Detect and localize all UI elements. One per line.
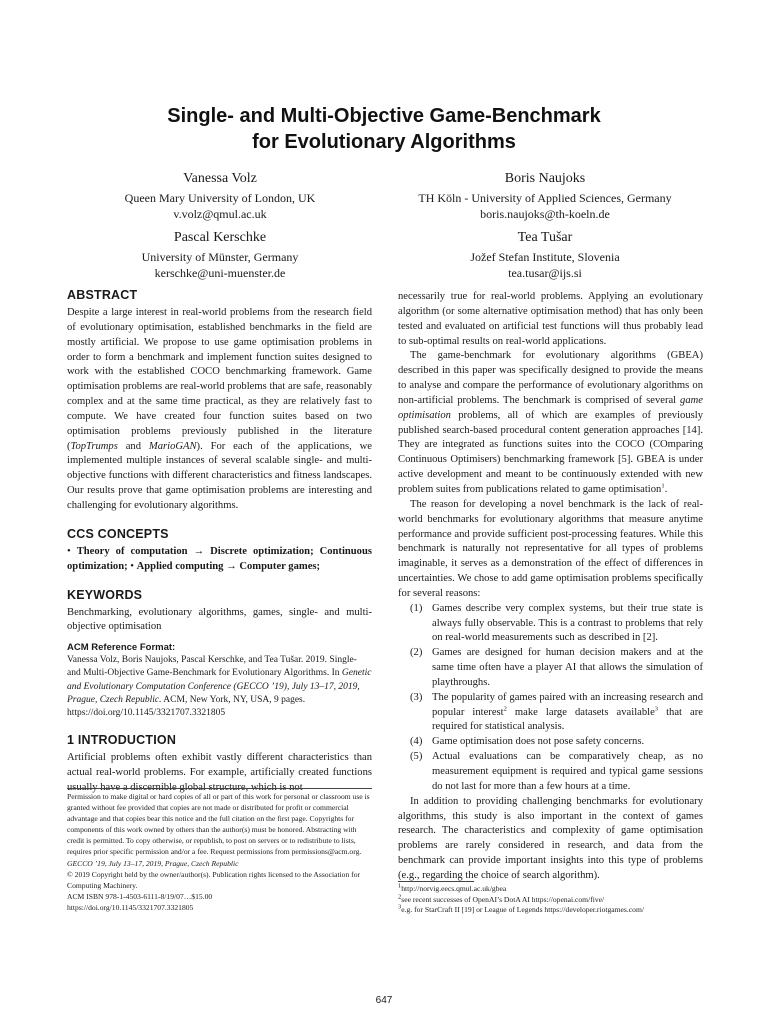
- footer-divider: [67, 788, 372, 789]
- paper-title: [0, 103, 768, 155]
- footnote-text: see recent successes of OpenAI’s DotA AI https://openai.com/five/: [401, 894, 605, 904]
- ccs-item: Theory of computation → Discrete optimization; Continuous optimization;: [67, 545, 372, 572]
- list-text: Games describe very complex systems, but their true state is always fully observable. This is a contrast to problems that rely on real-world measurements such as described in [2].: [432, 602, 703, 644]
- permission-notice: Permission to make digital or hard copies of all or part of this work for personal or classroom use is granted without fee provided that copies are not made or distributed for profit or commercial advantage and that copies bear this notice and the full citation on the first page. Copyrights for components of this work owned by others than the author(s) must be honored. Abstracting with credit is permitted. To copy otherwise, or republish, to post on servers or to redistribute to lists, requires prior specific permission and/or a fee. Request permissions from permissions@acm.org.: [67, 792, 370, 856]
- list-item: [410, 735, 703, 750]
- ccs-text: [67, 545, 372, 575]
- footnote-text: http://norvig.eecs.qmul.ac.uk/gbea: [401, 884, 507, 893]
- abstract-text-part: ). For each of the applications, we implemented multiple instances of several scalable single- and multi-objective functions with different characteristics and fitness landscapes. Our results prove that game optimisation problems are interesting and challenging for evolutionary algorithms.: [67, 440, 372, 511]
- footnote-2: [398, 892, 703, 906]
- author-email: boris.naujoks@th-koeln.de: [480, 207, 610, 221]
- author-affiliation: University of Münster, Germany: [141, 250, 299, 264]
- right-paragraph-3: The reason for developing a novel benchmark is the lack of real-world benchmarks for evolutionary algorithms that measure anytime performance and provide sufficient post-processing features. While this benchmark is naturally not representative for all types of problems imaginable, it serves as a demonstration of the effect of differences in uncertainties. We chose to add game optimisation problems specifically for several reasons:: [398, 498, 703, 599]
- acm-reference-part: Vanessa Volz, Boris Naujoks, Pascal Kerschke, and Tea Tušar. 2019. Single- and Multi-Objective Game-Benchmark for Evolutionary Algorithms. In: [67, 655, 357, 679]
- acm-reference-part: ACM, New York, NY, USA, 9 pages. https://doi.org/10.1145/3321707.3321805: [67, 694, 306, 718]
- page-number: 647: [375, 995, 393, 1006]
- list-number: (1): [410, 602, 423, 614]
- copyright-block: [67, 788, 372, 914]
- paragraph-emphasis: game optimisation: [398, 394, 703, 421]
- right-paragraph-4: In addition to providing challenging benchmarks for evolutionary algorithms, this study is also important in the context of games research. The characteristics and complexity of game optimisation problems are rarely considered in research, and data from the benchmark can provide important insights into this type of problems (e.g., regarding the choice of search algorithm).: [398, 795, 703, 881]
- footnote-mark: 3: [398, 903, 402, 911]
- acm-reference-heading: ACM Reference Format:: [67, 642, 176, 654]
- doi-link: https://doi.org/10.1145/3321707.3321805: [67, 903, 194, 913]
- footnote-divider: [398, 881, 474, 882]
- abstract-text-part: Despite a large interest in real-world problems from the research field of evolutionary optimisation, established benchmarks in the field are mostly artificial. We propose to use game optimisation problems in order to form a benchmark and implement function suites designed to work with the established COCO benchmarking framework. Game optimisation problems are real-world problems that are safe, reasonably complex and at the same time practical, as they are relatively fast to compute. We have created four function suites based on two optimisation problems previously published in the literature (: [67, 307, 372, 452]
- list-number: (2): [410, 647, 423, 659]
- list-item: [410, 602, 703, 647]
- footnote-text: e.g. for StarCraft II [19] or League of Legends https://developer.riotgames.com/: [401, 905, 644, 914]
- list-number: (3): [410, 691, 423, 703]
- author-name: Pascal Kerschke: [173, 230, 267, 245]
- list-item: [410, 691, 703, 736]
- author-name: Boris Naujoks: [504, 171, 586, 186]
- abstract-heading: ABSTRACT: [67, 288, 138, 302]
- title-line-2: for Evolutionary Algorithms: [252, 131, 516, 153]
- right-paragraph-2: [398, 349, 703, 497]
- author-affiliation: TH Köln - University of Applied Sciences, Germany: [418, 191, 672, 205]
- ccs-bullet: •: [67, 545, 77, 557]
- footnote-1: [398, 884, 703, 895]
- footnotes: [398, 881, 703, 916]
- author-block-tusar: [380, 229, 710, 281]
- list-number: (4): [410, 736, 423, 748]
- paragraph-part: problems, all of which are examples of previously published search-based procedural content generation approaches [14]. They are integrated as functions suites into the COCO (COmparing Continuous Optimisers) benchmarking framework [5]. GBEA is under active development and meant to be continuously extended with new problem suites from publications related to game optimisation: [398, 409, 703, 495]
- keywords-text: Benchmarking, evolutionary algorithms, games, single- and multi-objective optimisation: [67, 606, 372, 633]
- reasons-list: [410, 602, 703, 795]
- acm-reference-text: [67, 654, 372, 720]
- list-text: that are required for statistical analysis.: [432, 706, 703, 733]
- footnote-mark: 1: [398, 882, 402, 890]
- acm-reference-venue: Genetic and Evolutionary Computation Conference (GECCO ’19), July 13–17, 2019, Prague, Czech Republic.: [67, 668, 372, 705]
- title-line-1: Single- and Multi-Objective Game-Benchmark: [167, 105, 601, 127]
- author-name: Vanessa Volz: [183, 171, 257, 186]
- author-block-kerschke: [67, 229, 373, 281]
- author-email: kerschke@uni-muenster.de: [154, 266, 286, 280]
- list-text: make large datasets available: [506, 706, 655, 718]
- abstract-toptrumps: TopTrumps: [70, 440, 118, 452]
- list-number: (5): [410, 751, 423, 763]
- author-affiliation: Queen Mary University of London, UK: [124, 191, 316, 205]
- abstract-mariogan: MarioGAN: [148, 440, 197, 452]
- author-email: v.volz@qmul.ac.uk: [173, 207, 267, 221]
- abstract-text-part: and: [117, 440, 149, 452]
- ccs-heading: CCS CONCEPTS: [67, 526, 169, 541]
- left-column: [67, 287, 372, 796]
- author-affiliation: Jožef Stefan Institute, Slovenia: [470, 250, 620, 264]
- list-item: [410, 750, 703, 795]
- list-text: The popularity of games paired with an increasing research and popular interest: [432, 691, 703, 718]
- ccs-bullet: •: [127, 560, 137, 572]
- keywords-heading: KEYWORDS: [67, 587, 143, 602]
- list-text: Games are designed for human decision makers and at the same time often have a player AI that allows the simulation of playthroughs.: [432, 647, 703, 688]
- author-email: tea.tusar@ijs.si: [508, 266, 582, 280]
- footnote-marker: 1: [661, 482, 665, 490]
- abstract-text: [67, 306, 372, 514]
- introduction-heading: 1 INTRODUCTION: [67, 733, 177, 748]
- footnote-3: [398, 905, 703, 916]
- copyright-notice: © 2019 Copyright held by the owner/author(s). Publication rights licensed to the Association for Computing Machinery.: [67, 870, 361, 891]
- footnote-marker: 2: [503, 705, 507, 713]
- footnote-mark: 2: [398, 892, 402, 900]
- paragraph-part: .: [664, 483, 668, 495]
- author-block-naujoks: [380, 170, 710, 222]
- list-text: Actual evaluations can be comparatively cheap, as no measurement equipment is required and typical game sessions do not last for more than a few hours at a time.: [432, 751, 703, 792]
- ccs-item: Applied computing → Computer games;: [136, 560, 321, 572]
- author-name: Tea Tušar: [517, 230, 573, 245]
- footnote-marker: 3: [654, 705, 659, 713]
- author-block-volz: [67, 170, 373, 222]
- isbn: ACM ISBN 978-1-4503-6111-8/19/07…$15.00: [67, 892, 213, 902]
- introduction-text: Artificial problems often exhibit vastly different characteristics than actual real-world problems. For example, artificially created functions usually have a discernible global structure, which is not: [67, 752, 372, 793]
- list-item: [410, 646, 703, 691]
- right-paragraph-1: necessarily true for real-world problems. Applying an evolutionary algorithm (or some alternative optimisation method) that has only been tested and evaluated on artificial test functions will thus probably lead to sub-optimal results on real-world applications.: [398, 291, 703, 347]
- paragraph-part: The game-benchmark for evolutionary algorithms (GBEA) described in this paper was specifically designed to provide the means to analyse and compare the performance of evolutionary algorithms on non-artificial problems. The benchmark is comprised of several: [398, 350, 703, 406]
- conference-venue: GECCO ’19, July 13–17, 2019, Prague, Czech Republic: [67, 859, 239, 869]
- list-text: Game optimisation does not pose safety concerns.: [432, 736, 645, 748]
- right-column: [398, 290, 703, 884]
